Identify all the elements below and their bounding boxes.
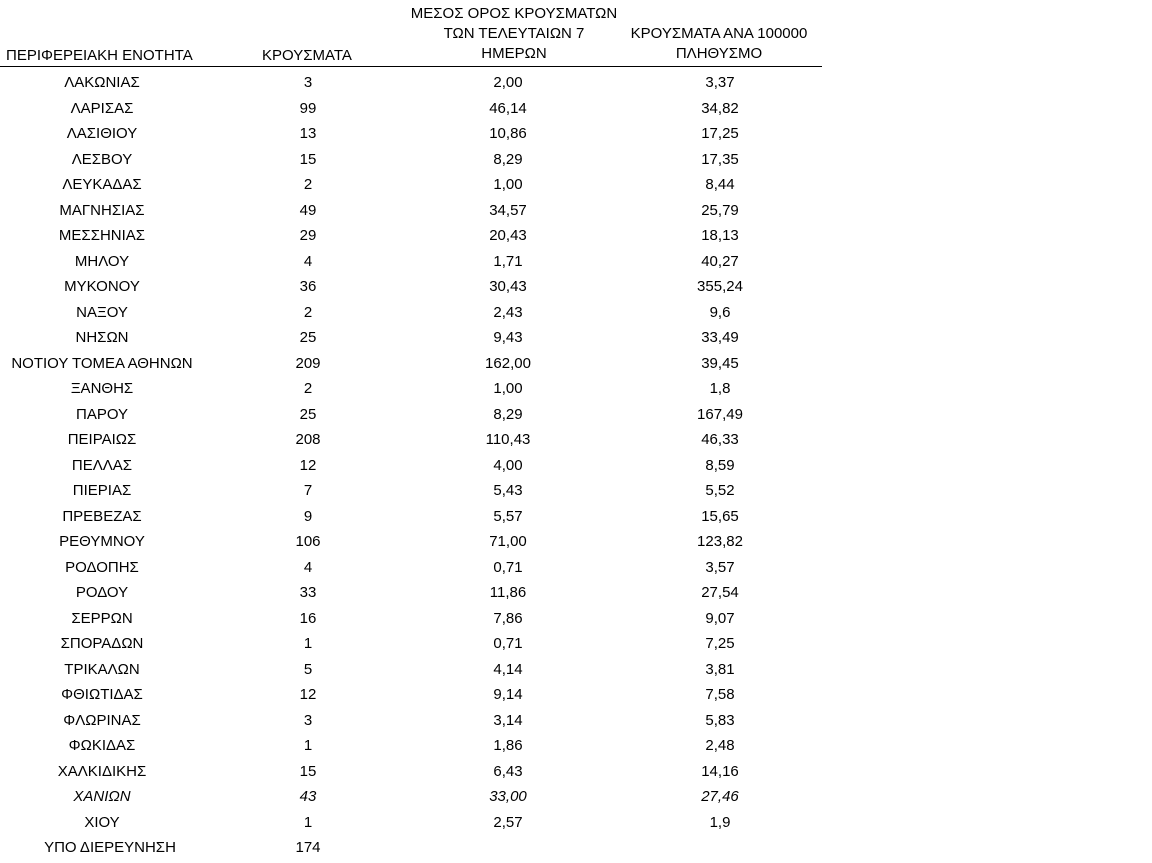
cell-per100k: 15,65 [701,507,739,525]
header-per-100k [610,24,828,64]
table-row [0,478,822,504]
header-cases: ΚΡΟΥΣΜΑΤΑ [262,47,352,64]
cell-avg: 8,29 [493,405,523,423]
cell-region: ΠΡΕΒΕΖΑΣ [62,507,142,525]
header-avg-line2: ΤΩΝ ΤΕΛΕΥΤΑΙΩΝ 7 [443,25,585,42]
cell-region: ΛΕΣΒΟΥ [71,150,133,168]
cell-region: ΛΕΥΚΑΔΑΣ [62,176,142,193]
cell-avg: 0,71 [493,558,523,576]
table-header [0,0,822,67]
cell-per100k: 27,54 [701,584,739,601]
cell-region: ΣΕΡΡΩΝ [71,609,133,627]
cell-region: ΛΑΣΙΘΙΟΥ [66,125,138,142]
cell-region: ΠΕΙΡΑΙΩΣ [67,431,137,448]
table-row [0,555,822,581]
cell-cases: 15 [299,150,317,168]
cell-avg: 34,57 [489,201,527,219]
cell-region: ΜΑΓΝΗΣΙΑΣ [59,201,145,219]
cell-cases: 2 [303,380,313,397]
table-row [0,402,822,428]
table-row [0,682,822,708]
cell-avg: 33,00 [489,788,527,805]
cell-cases: 13 [299,125,317,142]
cell-per100k: 8,44 [705,176,735,193]
cell-per100k: 7,25 [705,635,735,652]
cell-per100k: 167,49 [697,405,743,423]
header-avg-line1: ΜΕΣΟΣ ΟΡΟΣ ΚΡΟΥΣΜΑΤΩΝ [410,5,618,22]
cell-per100k: 3,37 [705,74,735,91]
cell-region: ΦΛΩΡΙΝΑΣ [63,711,141,729]
cell-per100k: 1,9 [709,813,731,831]
cell-per100k: 9,07 [705,609,735,627]
table-row-under-investigation [0,835,822,861]
table-row [0,810,822,836]
cell-cases: 15 [299,762,317,780]
table-row [0,733,822,759]
cell-cases: 12 [299,686,317,703]
table-row [0,631,822,657]
table-row [0,274,822,300]
table-row [0,376,822,402]
cell-avg: 30,43 [489,278,527,295]
cell-region: ΦΘΙΩΤΙΔΑΣ [61,686,143,703]
header-avg-line3: ΗΜΕΡΩΝ [481,45,547,62]
table-row [0,300,822,326]
cell-per100k: 5,52 [705,482,735,499]
cell-per100k: 17,25 [701,125,739,142]
cell-per100k: 355,24 [697,278,743,295]
cell-region: ΧΙΟΥ [84,813,120,831]
cell-avg: 5,57 [493,507,523,525]
table-row [0,249,822,275]
table-row [0,453,822,479]
cell-region: ΜΕΣΣΗΝΙΑΣ [58,227,146,244]
cell-avg [458,835,558,861]
cell-cases: 5 [303,660,313,678]
cell-cases: 25 [299,405,317,423]
header-per-line2: ΠΛΗΘΥΣΜΟ [675,45,763,62]
cell-per100k: 25,79 [701,201,739,219]
cell-avg: 9,14 [493,686,523,703]
cell-avg: 9,43 [493,329,523,346]
cell-per100k: 3,57 [705,558,735,576]
cell-region: ΡΟΔΟΠΗΣ [65,558,139,576]
cell-region: ΜΥΚΟΝΟΥ [64,278,140,295]
cell-region: ΠΕΛΛΑΣ [71,456,133,474]
table-row [0,198,822,224]
cell-region: ΦΩΚΙΔΑΣ [68,737,136,754]
cell-cases: 4 [303,252,313,270]
cell-per100k [670,835,770,861]
cell-avg: 2,57 [493,813,523,831]
cell-per100k: 17,35 [701,150,739,168]
cell-avg: 20,43 [489,227,527,244]
table-row [0,427,822,453]
cell-avg: 1,00 [493,380,523,397]
cell-avg: 6,43 [493,762,523,780]
cell-avg: 1,71 [493,252,523,270]
header-per-line1: ΚΡΟΥΣΜΑΤΑ ΑΝΑ 100000 [630,25,808,42]
cell-cases: 1 [303,737,313,754]
cell-cases: 9 [303,507,313,525]
cell-avg: 4,00 [493,456,523,474]
cell-per100k: 33,49 [701,329,739,346]
table-row [0,70,822,96]
cell-cases: 1 [303,813,313,831]
cell-region: ΛΑΡΙΣΑΣ [70,99,134,117]
cell-region: ΣΠΟΡΑΔΩΝ [60,635,144,652]
cell-per100k: 18,13 [701,227,739,244]
cell-cases: 43 [299,788,317,805]
cell-cases: 25 [299,329,317,346]
cell-region: ΛΑΚΩΝΙΑΣ [64,74,140,91]
cell-region: ΡΟΔΟΥ [75,584,129,601]
cell-avg: 5,43 [493,482,523,499]
cell-avg: 4,14 [493,660,523,678]
cell-region: ΠΑΡΟΥ [75,405,129,423]
table-row [0,504,822,530]
cell-avg: 162,00 [485,354,531,372]
cell-cases: 3 [303,711,313,729]
table-row [0,657,822,683]
table-row [0,325,822,351]
cell-cases: 2 [303,176,313,193]
cell-per100k: 34,82 [701,99,739,117]
cell-per100k: 7,58 [705,686,735,703]
header-region: ΠΕΡΙΦΕΡΕΙΑΚΗ ΕΝΟΤΗΤΑ [6,47,193,64]
table-row [0,759,822,785]
cell-per100k: 3,81 [705,660,735,678]
cell-cases: 29 [299,227,317,244]
cell-region: ΞΑΝΘΗΣ [70,380,134,397]
cell-avg: 46,14 [489,99,527,117]
cell-cases: 174 [295,839,321,856]
cell-cases: 12 [299,456,317,474]
cell-per100k: 40,27 [701,252,739,270]
table-row [0,223,822,249]
cell-avg: 10,86 [489,125,527,142]
cell-per100k: 14,16 [701,762,739,780]
cell-per100k: 8,59 [705,456,735,474]
cell-cases: 7 [303,482,313,499]
table-row [0,96,822,122]
cell-cases: 99 [299,99,317,117]
cell-region: ΝΟΤΙΟΥ ΤΟΜΕΑ ΑΘΗΝΩΝ [11,354,193,372]
cell-avg: 1,86 [493,737,523,754]
table-row [0,172,822,198]
table-row [0,606,822,632]
cell-avg: 11,86 [489,584,527,601]
cell-avg: 110,43 [485,431,531,448]
cell-avg: 2,43 [493,303,523,321]
table-row [0,351,822,377]
cell-cases: 36 [299,278,317,295]
cell-per100k: 39,45 [701,354,739,372]
cell-region: ΝΑΞΟΥ [76,303,128,321]
cell-per100k: 46,33 [701,431,739,448]
cell-cases: 209 [295,354,321,372]
cell-region: ΥΠΟ ΔΙΕΡΕΥΝΗΣΗ [44,839,176,856]
cell-avg: 8,29 [493,150,523,168]
cell-cases: 3 [303,74,313,91]
table-row [0,580,822,606]
cell-per100k: 1,8 [709,380,731,397]
cell-region: ΡΕΘΥΜΝΟΥ [59,533,145,550]
cell-per100k: 27,46 [701,788,739,805]
cell-region: ΤΡΙΚΑΛΩΝ [64,660,140,678]
cell-per100k: 9,6 [709,303,731,321]
cell-cases: 208 [295,431,321,448]
cell-per100k: 5,83 [705,711,735,729]
table-row [0,147,822,173]
header-7day-average [400,4,628,64]
cell-region: ΝΗΣΩΝ [75,329,129,346]
cell-region: ΠΙΕΡΙΑΣ [72,482,132,499]
cell-cases: 1 [303,635,313,652]
table-body [0,70,822,861]
cell-per100k: 2,48 [705,737,735,754]
cell-region: ΜΗΛΟΥ [74,252,130,270]
table-row [0,784,822,810]
cell-cases: 4 [303,558,313,576]
cell-per100k: 123,82 [697,533,743,550]
cell-avg: 1,00 [493,176,523,193]
cell-cases: 33 [299,584,317,601]
cell-avg: 3,14 [493,711,523,729]
table-row [0,708,822,734]
cell-avg: 71,00 [489,533,527,550]
cell-cases: 2 [303,303,313,321]
cell-region: ΧΑΛΚΙΔΙΚΗΣ [57,762,147,780]
cell-region: ΧΑΝΙΩΝ [73,788,131,805]
table-row [0,529,822,555]
cell-cases: 106 [295,533,321,550]
table-row [0,121,822,147]
cell-avg: 2,00 [493,74,523,91]
cell-cases: 49 [299,201,317,219]
cell-avg: 7,86 [493,609,523,627]
cell-cases: 16 [299,609,317,627]
cell-avg: 0,71 [493,635,523,652]
